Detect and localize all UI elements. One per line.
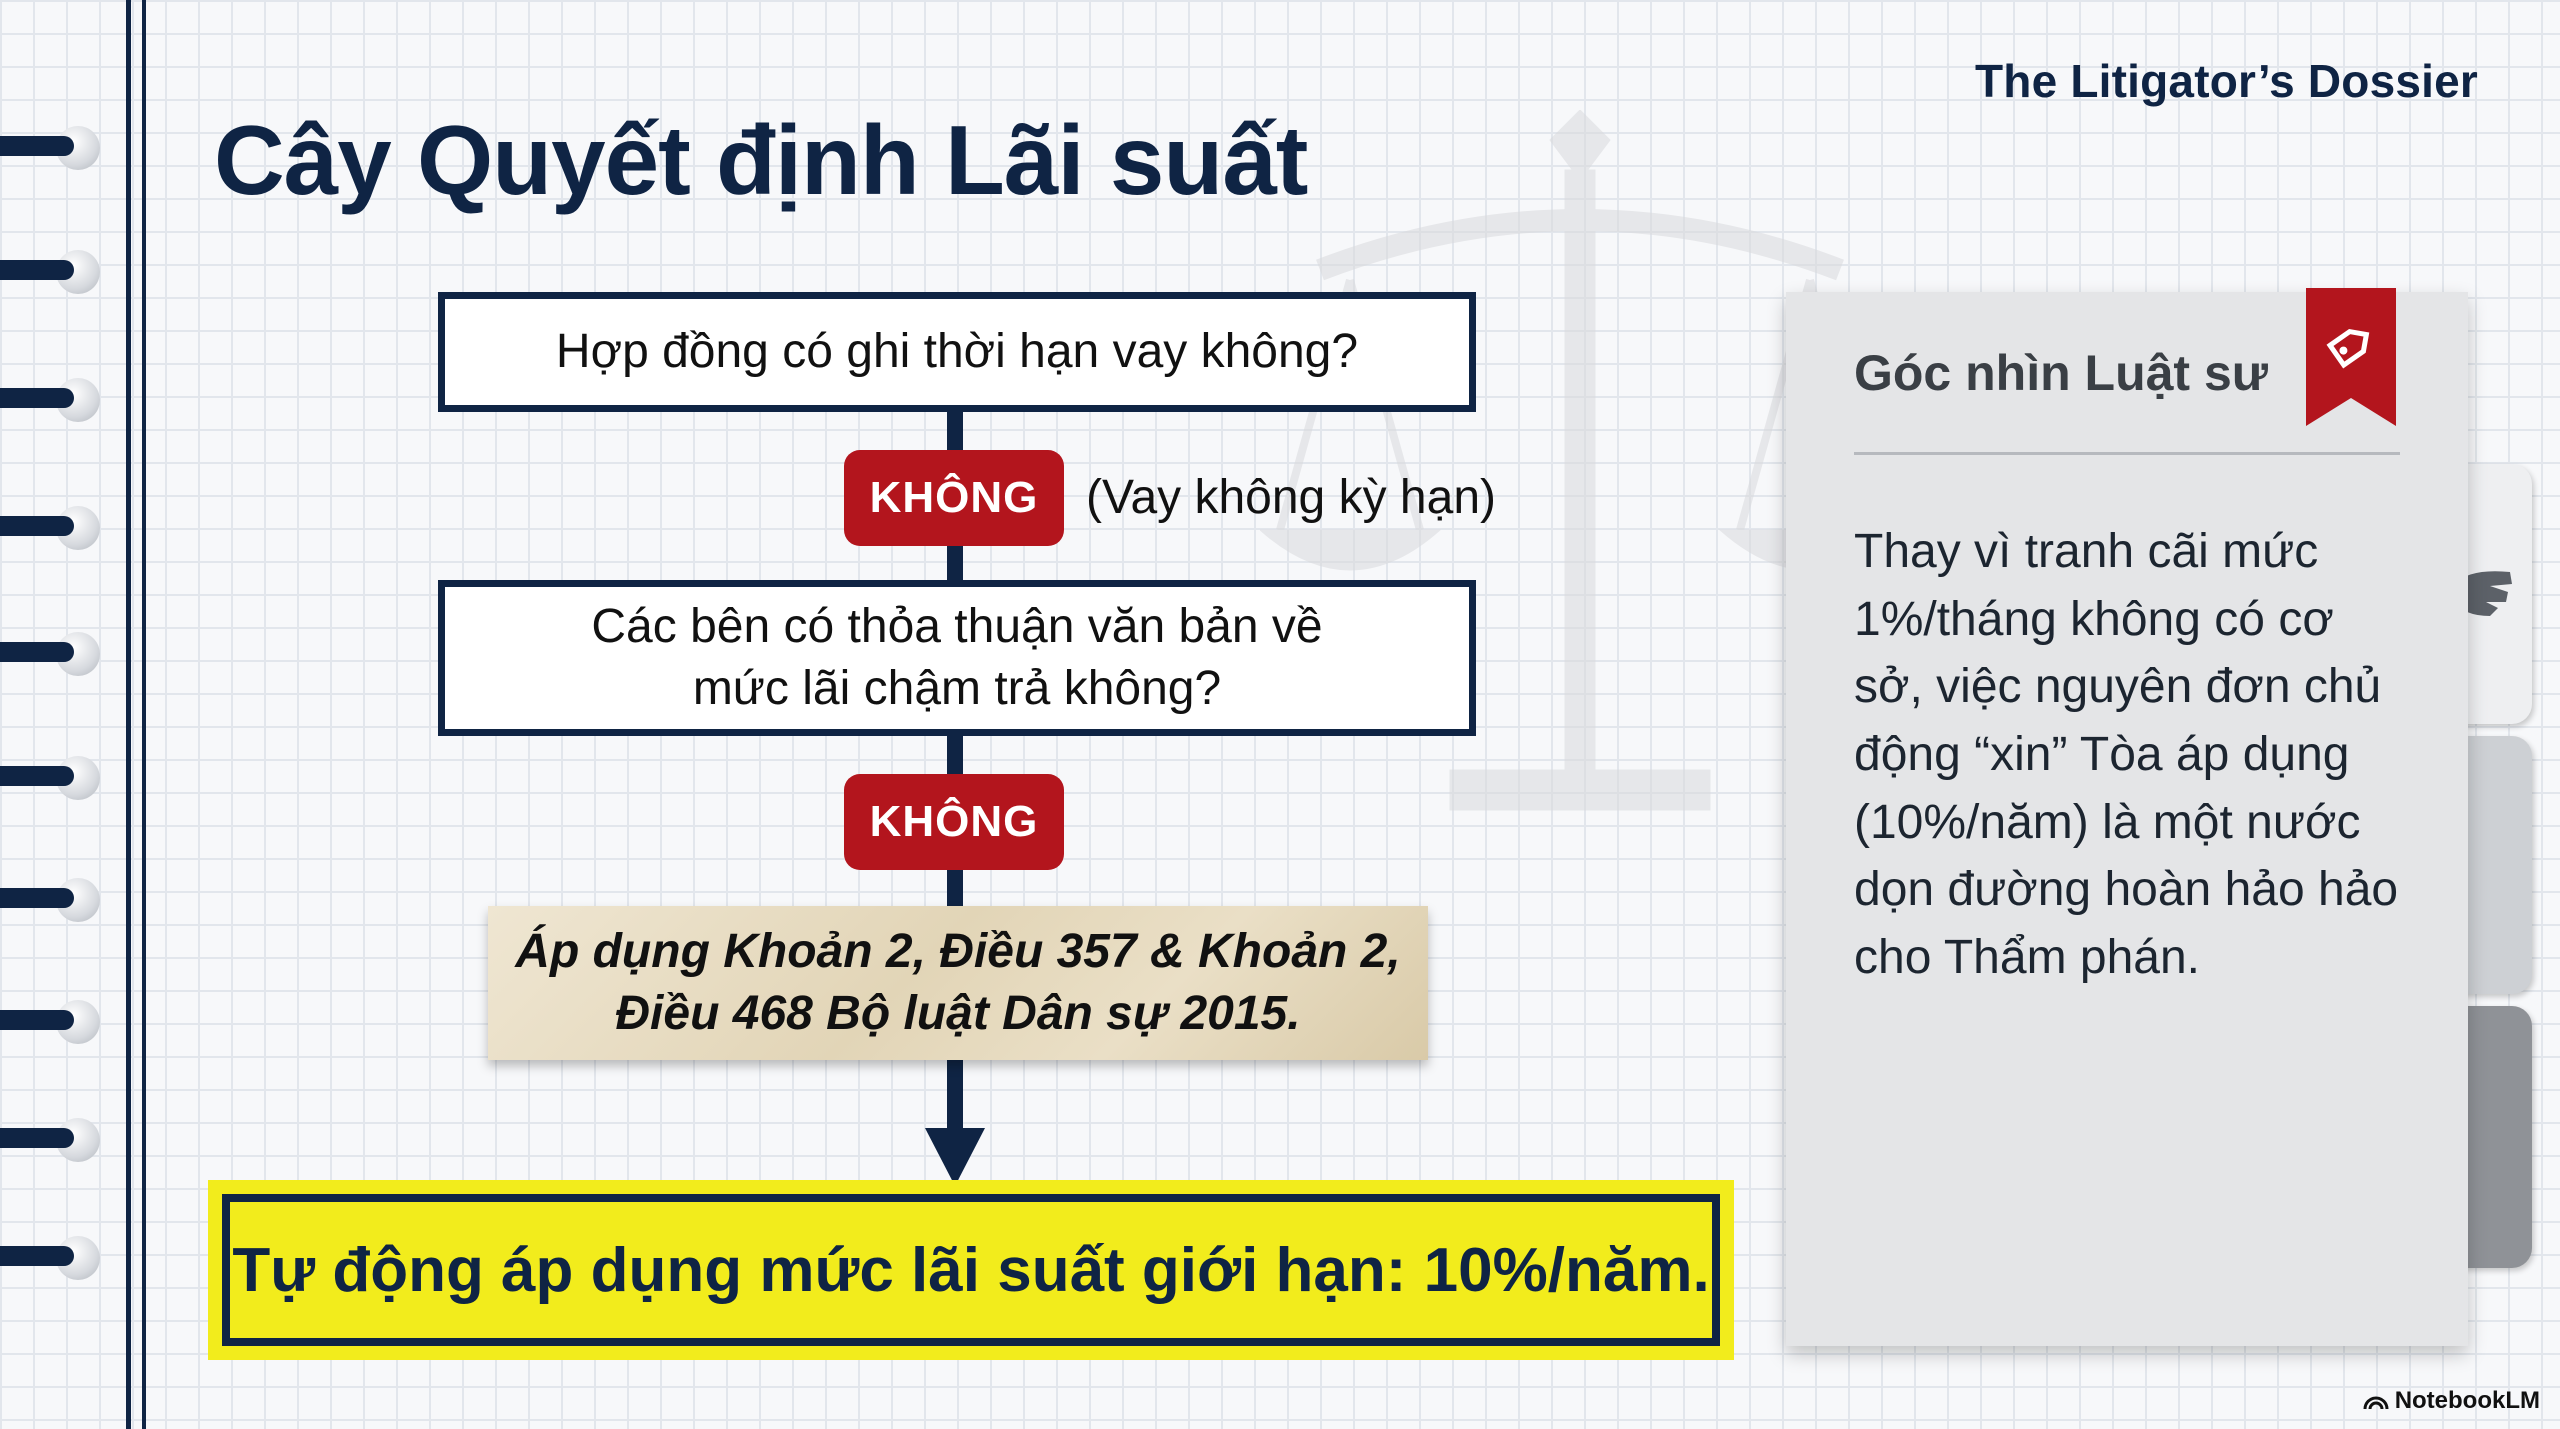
decision-question-2 (438, 580, 1476, 736)
answer-badge-no-2: KHÔNG (844, 774, 1064, 870)
notebook-spine-line (126, 0, 131, 1429)
binder-ring (0, 878, 100, 922)
binder-ring (0, 506, 100, 550)
binder-ring (0, 1236, 100, 1280)
result-box (208, 1180, 1734, 1360)
notebook-spine-line-inner (142, 0, 146, 1429)
binder-ring (0, 1000, 100, 1044)
binder-ring (0, 378, 100, 422)
notebooklm-label: NotebookLM (2394, 1387, 2540, 1414)
question-1-text: Hợp đồng có ghi thời hạn vay không? (555, 324, 1359, 378)
legal-basis-line-1: Áp dụng Khoản 2, Điều 357 & Khoản 2, (515, 924, 1401, 978)
binder-ring (0, 756, 100, 800)
notebooklm-logo (2363, 1387, 2540, 1415)
panel-title: Góc nhìn Luật sư (1854, 345, 2268, 401)
question-2-line-2: mức lãi chậm trả không? (692, 662, 1222, 715)
flow-connector (947, 1060, 963, 1132)
answer-note: (Vay không kỳ hạn) (1086, 471, 1496, 524)
binder-ring (0, 250, 100, 294)
decision-question-1 (438, 292, 1476, 412)
flow-arrowhead (925, 1128, 985, 1186)
page-title: Cây Quyết định Lãi suất (214, 105, 1308, 215)
legal-basis-note (488, 906, 1428, 1060)
panel-divider (1854, 452, 2400, 455)
binder-ring (0, 1118, 100, 1162)
binder-ring (0, 126, 100, 170)
result-text: Tự động áp dụng mức lãi suất giới hạn: 10%/năm. (222, 1194, 1720, 1346)
binder-ring (0, 632, 100, 676)
legal-basis-line-2: Điều 468 Bộ luật Dân sự 2015. (615, 987, 1301, 1040)
answer-badge-no: KHÔNG (844, 450, 1064, 546)
brand-name: The Litigator’s Dossier (1974, 55, 2478, 107)
notebooklm-icon (2363, 1391, 2389, 1411)
tag-icon (2306, 288, 2396, 426)
question-2-line-1: Các bên có thỏa thuận văn bản về (591, 599, 1323, 653)
panel-body-text: Thay vì tranh cãi mức 1%/tháng không có cơ sở, việc nguyên đơn chủ động “xin” Tòa áp dụng (10%/năm) là một nước dọn đường hoàn hảo hảo cho Thẩm phán. (1854, 525, 2399, 985)
lawyer-perspective-panel (1786, 292, 2468, 1346)
